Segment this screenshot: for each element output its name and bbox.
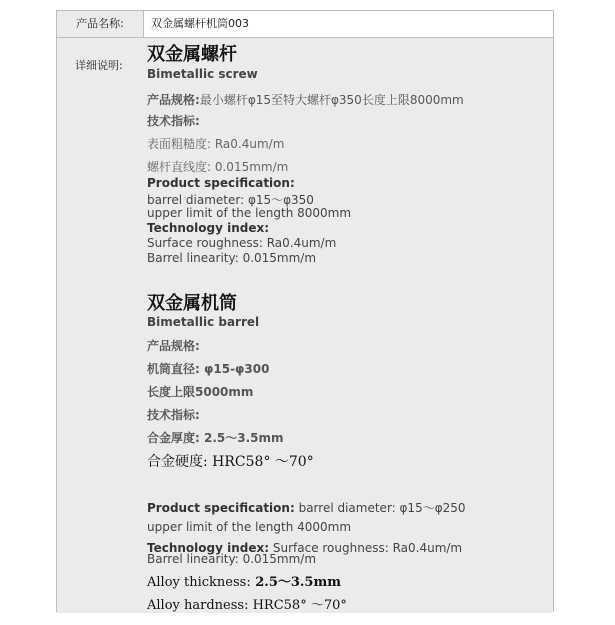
product-name-row: [57, 11, 553, 38]
barrel-spec-label: 产品规格:: [147, 339, 200, 353]
detail-row: [57, 38, 553, 613]
barrel-en-linearity: Barrel linearity: 0.015mm/m: [147, 552, 317, 566]
barrel-en-spec-label: Product specification:: [147, 501, 295, 515]
barrel-en-thickness-value: 2.5～3.5mm: [250, 575, 341, 590]
barrel-en-thickness-line: [147, 571, 341, 590]
barrel-title-cn: 双金属机筒: [147, 293, 237, 314]
barrel-en-hardness: Alloy hardness: HRC58° ～70°: [147, 598, 347, 613]
screw-en-linearity: Barrel linearity: 0.015mm/m: [147, 251, 317, 265]
barrel-en-thickness-label: Alloy thickness:: [147, 575, 251, 590]
screw-en-spec-label: Product specification:: [147, 176, 295, 190]
screw-title-en: Bimetallic screw: [147, 67, 258, 81]
barrel-diameter: 机筒直径: φ15-φ300: [147, 362, 270, 376]
screw-title-cn: 双金属螺杆: [147, 44, 237, 65]
barrel-en-roughness: Surface roughness: Ra0.4um/m: [269, 541, 463, 555]
barrel-title-en: Bimetallic barrel: [147, 315, 260, 329]
screw-roughness: 表面粗糙度: Ra0.4um/m: [147, 137, 285, 151]
barrel-en-length: upper limit of the length 4000mm: [147, 520, 352, 534]
barrel-en-tech-label: Technology index:: [147, 541, 270, 555]
product-name-value: 双金属螺杆机筒003: [151, 17, 249, 30]
screw-spec-label: 产品规格:: [147, 93, 200, 107]
screw-en-length: upper limit of the length 8000mm: [147, 206, 352, 220]
screw-spec-line: [147, 89, 464, 108]
product-name-label: 产品名称:: [57, 11, 144, 37]
screw-spec-value: 最小螺杆φ15至特大螺杆φ350长度上限8000mm: [199, 93, 464, 107]
barrel-length: 长度上限5000mm: [147, 385, 254, 399]
barrel-en-diameter: barrel diameter: φ15～φ250: [294, 501, 466, 515]
screw-tech-label: 技术指标:: [147, 114, 200, 128]
barrel-thickness: 合金厚度: 2.5～3.5mm: [147, 431, 284, 445]
screw-linearity: 螺杆直线度: 0.015mm/m: [147, 160, 289, 174]
barrel-en-spec-line: [147, 497, 466, 516]
screw-en-diameter: barrel diameter: φ15～φ350: [147, 193, 314, 207]
screw-en-roughness: Surface roughness: Ra0.4um/m: [147, 236, 337, 250]
barrel-hardness: 合金硬度: HRC58° ～70°: [147, 454, 314, 470]
screw-en-tech-label: Technology index:: [147, 221, 270, 235]
product-detail-table: [56, 10, 554, 612]
barrel-tech-label: 技术指标:: [147, 408, 200, 422]
detail-label: 详细说明:: [75, 59, 123, 72]
